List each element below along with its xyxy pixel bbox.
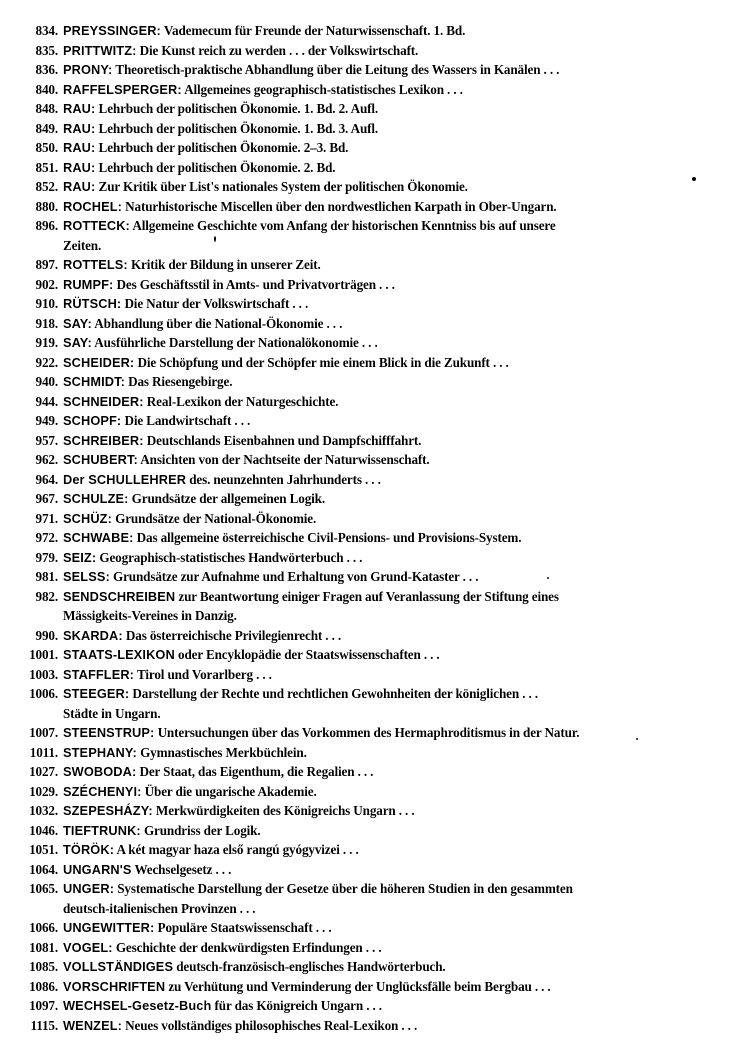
entry-number: 1032.	[29, 803, 58, 818]
entry-number: 972.	[35, 530, 58, 545]
entry-text	[63, 489, 727, 509]
entry-title: Die Kunst reich zu werden . . . der Volkswirtschaft.	[139, 42, 419, 58]
entry-number: 957.	[35, 432, 58, 448]
catalog-entry	[0, 138, 734, 158]
entry-text	[63, 392, 727, 412]
entry-text	[63, 138, 727, 158]
entry-number: 1115.	[30, 1017, 58, 1033]
entry-text	[63, 977, 727, 997]
entry-number: 1065.	[29, 881, 58, 896]
entry-author: RAU:	[63, 179, 96, 194]
entry-text	[63, 645, 727, 665]
entry-number: 1001.	[29, 647, 58, 662]
entry-title: zur Beantwortung einiger Fragen auf Veranlassung der Stiftung eines	[178, 588, 559, 604]
catalog-entry	[0, 411, 734, 431]
entry-title: Grundsätze zur Aufnahme und Erhaltung von Grund-Kataster . . .	[112, 569, 479, 584]
catalog-entry	[0, 60, 734, 80]
entry-title: Geographisch-statistisches Handwörterbuch . . .	[99, 549, 363, 565]
entry-number: 940.	[35, 374, 58, 389]
entry-text	[63, 938, 727, 958]
entry-number: 967.	[35, 491, 58, 506]
entry-author: SCHWABE:	[63, 530, 134, 545]
catalog-entry	[0, 918, 734, 938]
entry-title: Grundriss der Logik.	[143, 822, 261, 838]
entry-author: SCHÜZ:	[63, 510, 112, 526]
entry-number: 979.	[35, 549, 58, 565]
entry-author: SCHMIDT:	[63, 374, 125, 389]
catalog-entry	[0, 1016, 734, 1036]
entry-text	[63, 255, 727, 275]
catalog-entry	[0, 255, 734, 275]
entry-number: 902.	[35, 276, 58, 292]
entry-author: ROCHEL:	[63, 198, 122, 214]
entry-title: Die Landwirtschaft . . .	[124, 413, 251, 428]
entry-author: VOGEL:	[63, 939, 113, 955]
entry-text	[63, 879, 727, 918]
entry-author: SZÉCHENYI:	[63, 783, 142, 799]
catalog-entry	[0, 353, 734, 373]
entry-author: SZEPESHÁZY:	[63, 803, 153, 818]
entry-author: RUMPF:	[63, 276, 114, 292]
entry-author: Der SCHULLEHRER	[63, 471, 187, 487]
catalog-entry	[0, 801, 734, 821]
entry-text	[63, 431, 727, 451]
catalog-entry	[0, 762, 734, 782]
entry-number: 897.	[35, 257, 58, 272]
entry-author: RAFFELSPERGER:	[63, 81, 182, 97]
entry-number: 851.	[35, 159, 58, 175]
catalog-entry	[0, 41, 734, 61]
entry-number: 990.	[35, 627, 58, 643]
scan-speck	[214, 236, 216, 242]
entry-author: SAY:	[63, 315, 92, 331]
entry-number: 982.	[35, 588, 58, 604]
entry-author: STEENSTRUP:	[63, 725, 155, 740]
entry-title: Das österreichische Privilegienrecht . . .	[125, 627, 342, 643]
entry-author: RAU:	[63, 101, 96, 116]
catalog-entry	[0, 314, 734, 334]
entry-number: 1006.	[29, 686, 58, 701]
entry-text	[63, 918, 727, 938]
entry-author: SEIZ:	[63, 549, 97, 565]
entry-title: Wechselgesetz . . .	[134, 861, 232, 877]
catalog-entry	[0, 567, 734, 587]
entry-text	[63, 275, 727, 295]
entry-title: Systematische Darstellung der Gesetze über die höheren Studien in den gesammten	[117, 881, 573, 896]
entry-title: Das Riesengebirge.	[128, 374, 233, 389]
entry-text	[63, 665, 727, 685]
entry-text	[63, 957, 727, 977]
entry-title: deutsch-französisch-englisches Handwörterbuch.	[176, 959, 446, 974]
catalog-entry	[0, 528, 734, 548]
entry-text	[63, 548, 727, 568]
entry-title: Real-Lexikon der Naturgeschichte.	[146, 393, 339, 409]
entry-author: WENZEL:	[63, 1017, 122, 1033]
entry-text	[63, 119, 727, 139]
entry-title: Der Staat, das Eigenthum, die Regalien . . .	[139, 764, 374, 779]
catalog-entry	[0, 860, 734, 880]
entry-text	[63, 723, 727, 743]
entry-title: Neues vollständiges philosophisches Real-Lexikon . . .	[125, 1017, 418, 1033]
entry-number: 1066.	[29, 920, 58, 935]
catalog-entry	[0, 275, 734, 295]
entry-number: 840.	[35, 81, 58, 97]
entry-number: 1085.	[29, 959, 58, 974]
entry-title: Lehrbuch der politischen Ökonomie. 1. Bd. 3. Aufl.	[98, 120, 379, 136]
entry-author: VORSCHRIFTEN	[63, 978, 166, 994]
entry-text	[63, 216, 727, 255]
catalog-entry	[0, 216, 734, 255]
entry-author: STAFFLER:	[63, 666, 135, 682]
entry-text	[63, 626, 727, 646]
entry-title-continuation: Städte in Ungarn.	[63, 705, 161, 721]
entry-title: Darstellung der Rechte und rechtlichen Gewohnheiten der königlichen . . .	[132, 686, 538, 701]
entry-author: SELSS:	[63, 569, 110, 584]
catalog-entry	[0, 957, 734, 977]
entry-title: Vademecum für Freunde der Naturwissenschaft. 1. Bd.	[163, 23, 466, 38]
entry-text	[63, 99, 727, 119]
entry-author: TIEFTRUNK:	[63, 822, 141, 838]
entry-number: 836.	[35, 62, 58, 77]
entry-text	[63, 782, 727, 802]
catalog-entry	[0, 489, 734, 509]
entry-title: oder Encyklopädie der Staatswissenschaften . . .	[178, 647, 440, 662]
entry-author: SKARDA:	[63, 627, 123, 643]
entry-text	[63, 821, 727, 841]
catalog-entry	[0, 177, 734, 197]
entry-author: SCHOPF:	[63, 413, 122, 428]
entry-text	[63, 60, 727, 80]
entry-number: 944.	[35, 393, 58, 409]
catalog-entry	[0, 119, 734, 139]
entry-author: RAU:	[63, 120, 96, 136]
entry-number: 835.	[35, 42, 58, 58]
entry-number: 981.	[35, 569, 58, 584]
entry-text	[63, 450, 727, 470]
entry-text	[63, 1016, 727, 1036]
entry-author: VOLLSTÄNDIGES	[63, 959, 174, 974]
entry-title: Allgemeines geographisch-statistisches Lexikon . . .	[184, 81, 463, 97]
entry-number: 1097.	[29, 998, 58, 1013]
entry-author: SCHREIBER:	[63, 432, 144, 448]
entry-title: Abhandlung über die National-Ökonomie . . .	[94, 315, 343, 331]
entry-author: RAU:	[63, 159, 96, 175]
entry-author: PRONY:	[63, 62, 113, 77]
entry-text	[63, 743, 727, 763]
entry-number: 1064.	[29, 861, 58, 877]
entry-author: RÜTSCH:	[63, 296, 122, 311]
entry-text	[63, 996, 727, 1016]
entry-number: 1029.	[29, 783, 58, 799]
entry-text	[63, 177, 727, 197]
entry-number: 964.	[35, 471, 58, 487]
entry-author: ROTTECK:	[63, 218, 130, 233]
entry-number: 880.	[35, 198, 58, 214]
entry-author: SAY:	[63, 335, 92, 350]
catalog-entry	[0, 431, 734, 451]
entry-number: 1081.	[29, 939, 58, 955]
entry-author: STEEGER:	[63, 686, 130, 701]
entry-title: Ausführliche Darstellung der Nationalökonomie . . .	[94, 335, 378, 350]
entry-title: Gymnastisches Merkbüchlein.	[140, 744, 307, 760]
entry-title: Merkwürdigkeiten des Königreichs Ungarn . . .	[155, 803, 415, 818]
catalog-entry	[0, 879, 734, 918]
entry-text	[63, 411, 727, 431]
entry-title: des. neunzehnten Jahrhunderts . . .	[189, 471, 381, 487]
entry-author: WECHSEL-Gesetz-Buch	[63, 998, 212, 1013]
entry-author: SWOBODA:	[63, 764, 137, 779]
entry-title-continuation: Zeiten.	[63, 237, 102, 253]
entry-number: 1051.	[29, 842, 58, 857]
entry-title: Lehrbuch der politischen Ökonomie. 2. Bd.	[98, 159, 336, 175]
entry-number: 852.	[35, 179, 58, 194]
entry-author: PREYSSINGER:	[63, 23, 161, 38]
entry-number: 922.	[35, 354, 58, 370]
entry-author: UNGARN'S	[63, 861, 132, 877]
catalog-entry	[0, 333, 734, 353]
catalog-entry	[0, 938, 734, 958]
catalog-entry	[0, 626, 734, 646]
entry-text	[63, 353, 727, 373]
entry-text	[63, 158, 727, 178]
catalog-entry	[0, 21, 734, 41]
catalog-entry-list	[0, 21, 734, 1035]
catalog-entry	[0, 587, 734, 626]
entry-author: ROTTELS:	[63, 257, 128, 272]
catalog-entry	[0, 548, 734, 568]
entry-author: TÖRÖK:	[63, 842, 115, 857]
entry-text	[63, 860, 727, 880]
catalog-entry	[0, 392, 734, 412]
entry-text	[63, 197, 727, 217]
entry-title: zu Verhütung und Verminderung der Unglücksfälle beim Bergbau . . .	[168, 978, 551, 994]
catalog-entry	[0, 509, 734, 529]
catalog-entry	[0, 197, 734, 217]
entry-number: 918.	[35, 315, 58, 331]
entry-author: SENDSCHREIBEN	[63, 588, 176, 604]
entry-title-continuation: Mässigkeits-Vereines in Danzig.	[63, 608, 237, 623]
entry-author: SCHEIDER:	[63, 354, 135, 370]
entry-title: Lehrbuch der politischen Ökonomie. 1. Bd. 2. Aufl.	[98, 101, 379, 116]
entry-text	[63, 509, 727, 529]
scan-speck	[692, 177, 696, 181]
entry-number: 910.	[35, 296, 58, 311]
entry-number: 949.	[35, 413, 58, 428]
catalog-entry	[0, 782, 734, 802]
entry-author: UNGEWITTER:	[63, 920, 155, 935]
catalog-entry	[0, 99, 734, 119]
entry-text	[63, 21, 727, 41]
entry-author: STAATS-LEXIKON	[63, 647, 175, 662]
catalog-entry	[0, 684, 734, 723]
entry-title: Lehrbuch der politischen Ökonomie. 2–3. Bd.	[98, 140, 349, 155]
entry-text	[63, 684, 727, 723]
entry-title: Ansichten von der Nachtseite der Naturwissenschaft.	[140, 452, 430, 467]
entry-title: Tirol und Vorarlberg . . .	[136, 666, 272, 682]
scan-speck	[547, 577, 549, 579]
entry-text	[63, 80, 727, 100]
entry-title: Untersuchungen über das Vorkommen des Hermaphroditismus in der Natur.	[157, 725, 580, 740]
entry-text	[63, 372, 727, 392]
catalog-entry	[0, 665, 734, 685]
entry-number: 1007.	[29, 725, 58, 740]
entry-title: Grundsätze der National-Ökonomie.	[115, 510, 317, 526]
catalog-entry	[0, 840, 734, 860]
entry-number: 850.	[35, 140, 58, 155]
entry-title: Die Schöpfung und der Schöpfer mie einem Blick in die Zukunft . . .	[137, 354, 509, 370]
catalog-entry	[0, 450, 734, 470]
entry-text	[63, 333, 727, 353]
entry-title: Deutschlands Eisenbahnen und Dampfschifffahrt.	[146, 432, 422, 448]
entry-text	[63, 294, 727, 314]
entry-number: 1027.	[29, 764, 58, 779]
entry-author: SCHNEIDER:	[63, 393, 144, 409]
catalog-entry	[0, 977, 734, 997]
catalog-entry	[0, 996, 734, 1016]
entry-number: 919.	[35, 335, 58, 350]
entry-text	[63, 470, 727, 490]
entry-title: Über die ungarische Akademie.	[144, 783, 317, 799]
entry-number: 971.	[35, 510, 58, 526]
entry-number: 848.	[35, 101, 58, 116]
entry-number: 1003.	[29, 666, 58, 682]
catalog-entry	[0, 158, 734, 178]
entry-title: Das allgemeine österreichische Civil-Pensions- und Provisions-System.	[136, 530, 522, 545]
entry-title: Zur Kritik über List's nationales System der politischen Ökonomie.	[98, 179, 468, 194]
entry-text	[63, 587, 727, 626]
entry-text	[63, 567, 727, 587]
scan-speck	[636, 738, 638, 740]
entry-text	[63, 41, 727, 61]
entry-author: SCHUBERT:	[63, 452, 138, 467]
entry-title: für das Königreich Ungarn . . .	[214, 998, 382, 1013]
entry-text	[63, 840, 727, 860]
entry-number: 896.	[35, 218, 58, 233]
catalog-entry	[0, 372, 734, 392]
entry-number: 1046.	[29, 822, 58, 838]
entry-title: Des Geschäftsstil in Amts- und Privatvorträgen . . .	[116, 276, 395, 292]
entry-text	[63, 762, 727, 782]
entry-title: Geschichte der denkwürdigsten Erfindungen . . .	[115, 939, 382, 955]
entry-number: 962.	[35, 452, 58, 467]
catalog-entry	[0, 470, 734, 490]
entry-title: Grundsätze der allgemeinen Logik.	[131, 491, 326, 506]
entry-title: Die Natur der Volkswirtschaft . . .	[124, 296, 309, 311]
entry-author: UNGER:	[63, 881, 115, 896]
entry-text	[63, 314, 727, 334]
entry-title-continuation: deutsch-italienischen Provinzen . . .	[63, 900, 256, 916]
entry-title: Naturhistorische Miscellen über den nordwestlichen Karpath in Ober-Ungarn.	[125, 198, 557, 214]
entry-title: Allgemeine Geschichte vom Anfang der historischen Kenntniss bis auf unsere	[132, 218, 556, 233]
entry-number: 834.	[35, 23, 58, 38]
catalog-entry	[0, 723, 734, 743]
catalog-entry	[0, 80, 734, 100]
entry-title: Theoretisch-praktische Abhandlung über die Leitung des Wassers in Kanälen . . .	[115, 62, 560, 77]
entry-number: 1011.	[29, 744, 58, 760]
entry-number: 1086.	[29, 978, 58, 994]
entry-text	[63, 801, 727, 821]
catalog-entry	[0, 743, 734, 763]
catalog-entry	[0, 821, 734, 841]
catalog-entry	[0, 294, 734, 314]
entry-title: A két magyar haza első rangú gyógyvizei . . .	[116, 842, 359, 857]
entry-author: PRITTWITZ:	[63, 42, 137, 58]
catalog-entry	[0, 645, 734, 665]
entry-author: SCHULZE:	[63, 491, 129, 506]
entry-author: STEPHANY:	[63, 744, 137, 760]
entry-text	[63, 528, 727, 548]
entry-title: Kritik der Bildung in unserer Zeit.	[130, 257, 321, 272]
entry-author: RAU:	[63, 140, 96, 155]
entry-number: 849.	[35, 120, 58, 136]
entry-title: Populäre Staatswissenschaft . . .	[157, 920, 332, 935]
